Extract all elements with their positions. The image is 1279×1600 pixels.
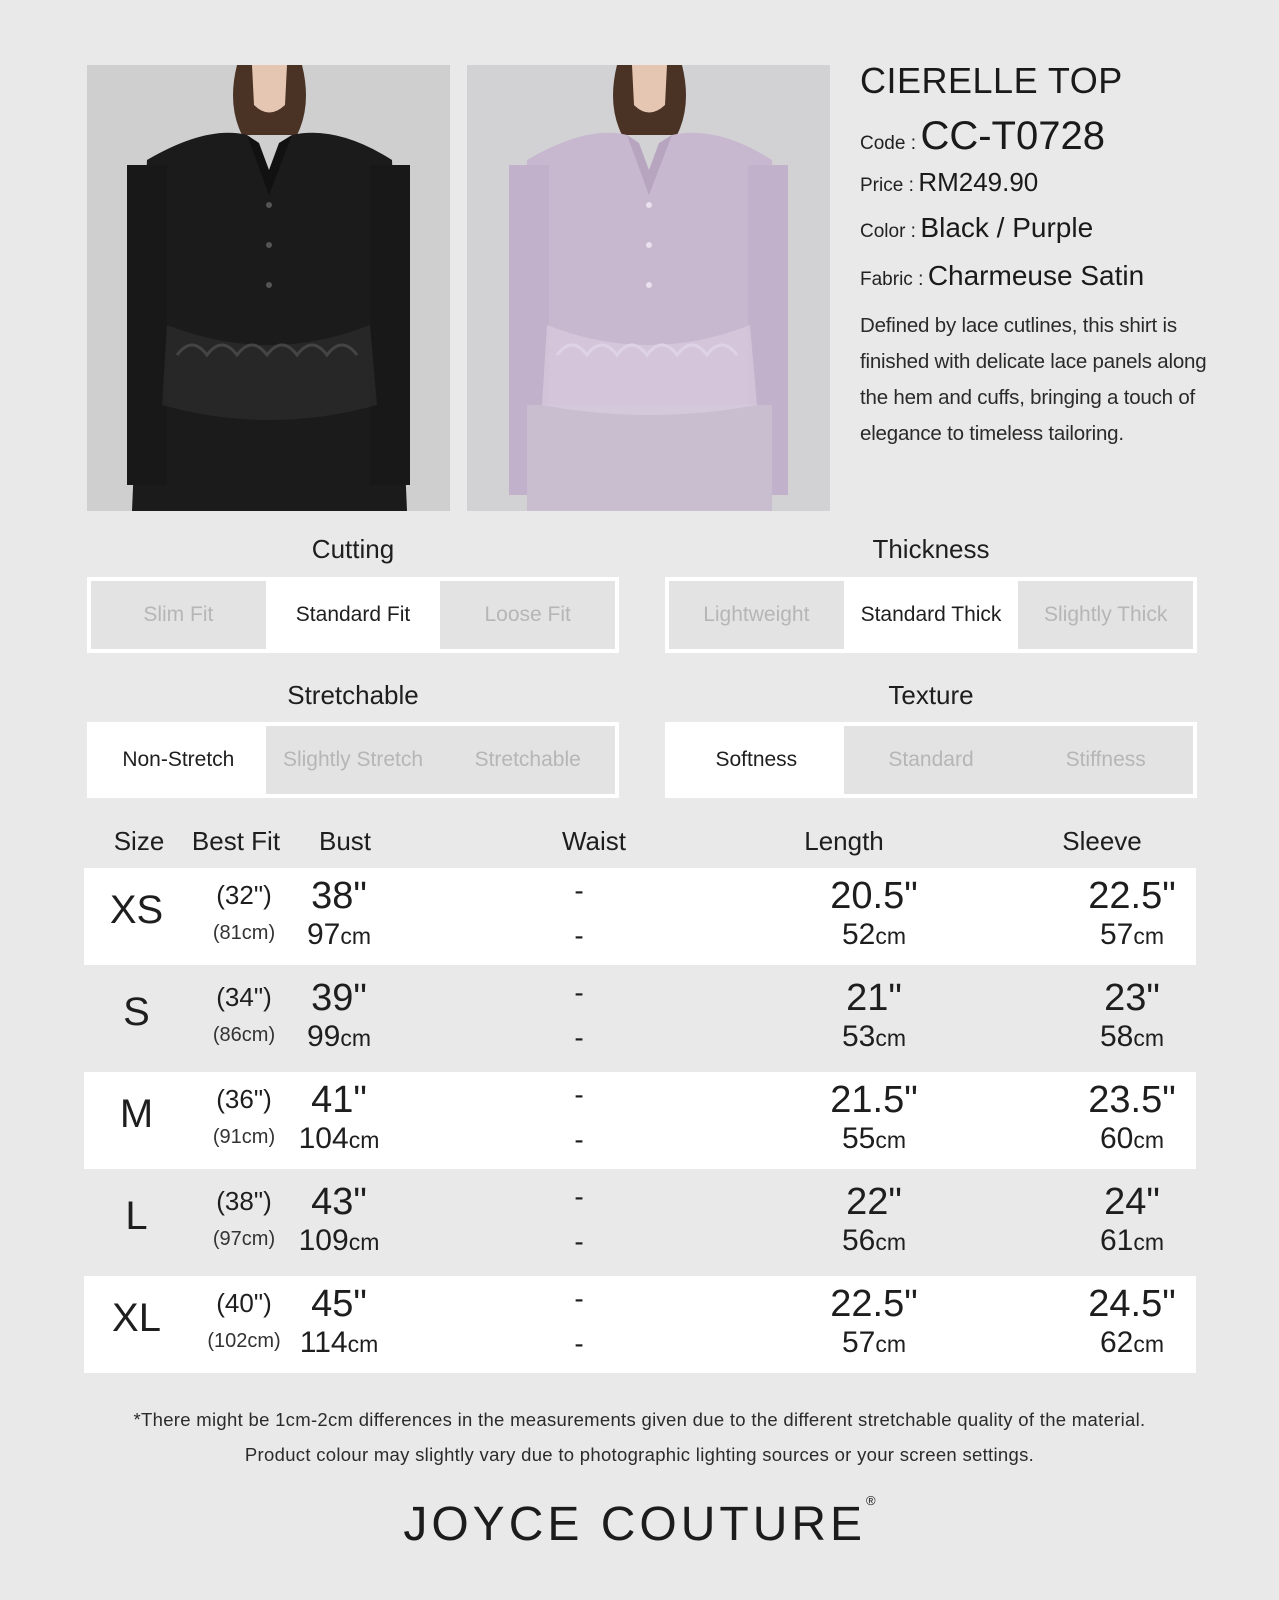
sleeve-cm: 60cm	[1099, 1122, 1165, 1155]
size-label: XS	[109, 888, 164, 932]
waist-inch: -	[574, 1079, 584, 1110]
length-inch: 22.5"	[830, 1283, 918, 1325]
waist-inch: -	[574, 977, 584, 1008]
best-fit-cm: (81cm)	[212, 922, 276, 944]
cutting-scale	[87, 577, 619, 653]
best-fit-inch: (32")	[216, 880, 272, 910]
registered-mark: ®	[866, 1493, 876, 1508]
best-fit-inch: (34")	[216, 982, 272, 1012]
header-length: Length	[804, 826, 884, 856]
texture-scale	[665, 722, 1197, 798]
stretchable-option: Non-Stretch	[91, 726, 266, 794]
length-cm: 57cm	[841, 1326, 907, 1359]
sleeve-cm: 61cm	[1099, 1224, 1165, 1257]
header-sleeve: Sleeve	[1062, 826, 1142, 856]
size-label: M	[119, 1092, 154, 1136]
product-info	[860, 60, 1220, 452]
sleeve-cm: 58cm	[1099, 1020, 1165, 1053]
bust-inch: 38"	[311, 875, 367, 917]
size-label: S	[123, 990, 150, 1034]
brand-name: JOYCE COUTURE	[403, 1498, 867, 1551]
product-fabric: Fabric : Charmeuse Satin	[860, 260, 1145, 291]
cutting-option: Slim Fit	[143, 603, 214, 626]
texture-option: Standard	[888, 748, 974, 771]
texture-title: Texture	[888, 680, 974, 710]
waist-inch: -	[574, 875, 584, 906]
length-cm: 56cm	[841, 1224, 907, 1257]
length-cm: 55cm	[841, 1122, 907, 1155]
bust-cm: 99cm	[306, 1020, 372, 1053]
thickness-option: Lightweight	[703, 603, 810, 626]
table-row	[84, 1072, 1196, 1169]
header-waist: Waist	[561, 826, 627, 856]
cutting-option: Loose Fit	[484, 603, 571, 626]
length-inch: 20.5"	[830, 875, 918, 917]
bust-cm: 114cm	[299, 1326, 379, 1359]
best-fit-inch: (36")	[216, 1084, 272, 1114]
waist-inch: -	[574, 1283, 584, 1314]
waist-cm: -	[574, 1124, 584, 1155]
best-fit-inch: (40")	[216, 1288, 272, 1318]
waist-inch: -	[574, 1181, 584, 1212]
length-inch: 22"	[846, 1181, 902, 1223]
table-row	[84, 868, 1196, 965]
black-top-photo	[87, 65, 450, 511]
best-fit-cm: (91cm)	[212, 1126, 276, 1148]
best-fit-cm: (86cm)	[212, 1024, 276, 1046]
product-price: Price : RM249.90	[860, 167, 1039, 197]
table-row	[84, 1174, 1196, 1271]
product-code: Code : CC-T0728	[860, 114, 1105, 158]
length-cm: 53cm	[841, 1020, 907, 1053]
texture-option: Softness	[669, 726, 844, 794]
sleeve-inch: 23.5"	[1088, 1079, 1176, 1121]
texture-option: Stiffness	[1065, 748, 1146, 771]
header-bust: Bust	[318, 826, 372, 856]
length-cm: 52cm	[841, 918, 907, 951]
cutting-title: Cutting	[311, 534, 395, 564]
length-inch: 21.5"	[830, 1079, 918, 1121]
table-row	[84, 970, 1196, 1067]
thickness-title: Thickness	[872, 534, 990, 564]
brand-logo	[0, 1493, 1279, 1552]
length-inch: 21"	[846, 977, 902, 1019]
waist-cm: -	[574, 920, 584, 951]
waist-cm: -	[574, 1226, 584, 1257]
bust-inch: 39"	[311, 977, 367, 1019]
thickness-option: Slightly Thick	[1044, 603, 1168, 626]
waist-cm: -	[574, 1328, 584, 1359]
measurement-note: *There might be 1cm-2cm differences in the measurements given due to the different stretchable quality of the material.	[133, 1409, 1146, 1430]
bust-cm: 104cm	[298, 1122, 380, 1155]
sleeve-cm: 62cm	[1099, 1326, 1165, 1359]
product-color: Color : Black / Purple	[860, 212, 1094, 243]
header-best-fit: Best Fit	[191, 826, 281, 856]
sleeve-inch: 23"	[1104, 977, 1160, 1019]
stretchable-title: Stretchable	[287, 680, 419, 710]
waist-cm: -	[574, 1022, 584, 1053]
sleeve-inch: 22.5"	[1088, 875, 1176, 917]
table-row	[84, 1276, 1196, 1373]
sleeve-cm: 57cm	[1099, 918, 1165, 951]
best-fit-cm: (97cm)	[212, 1228, 276, 1250]
colour-note: Product colour may slightly vary due to photographic lighting sources or your screen settings.	[244, 1444, 1035, 1465]
stretchable-option: Slightly Stretch	[282, 748, 424, 771]
size-label: XL	[112, 1296, 161, 1340]
size-label: L	[125, 1194, 148, 1238]
sleeve-inch: 24"	[1104, 1181, 1160, 1223]
bust-inch: 41"	[311, 1079, 367, 1121]
bust-cm: 109cm	[298, 1224, 380, 1257]
product-title: CIERELLE TOP	[860, 60, 1123, 101]
bust-inch: 43"	[311, 1181, 367, 1223]
stretchable-scale	[87, 722, 619, 798]
product-description: Defined by lace cutlines, this shirt is finished with delicate lace panels along the hem and cuffs, bringing a touch of elegance to timeless tailoring.	[860, 314, 1207, 445]
sleeve-inch: 24.5"	[1088, 1283, 1176, 1325]
best-fit-cm: (102cm)	[207, 1330, 281, 1352]
purple-top-photo	[467, 65, 830, 511]
best-fit-inch: (38")	[216, 1186, 272, 1216]
header-size: Size	[113, 826, 165, 856]
thickness-option: Standard Thick	[844, 581, 1019, 649]
stretchable-option: Stretchable	[474, 748, 581, 771]
cutting-option: Standard Fit	[266, 581, 441, 649]
bust-cm: 97cm	[306, 918, 372, 951]
bust-inch: 45"	[311, 1283, 367, 1325]
thickness-scale	[665, 577, 1197, 653]
